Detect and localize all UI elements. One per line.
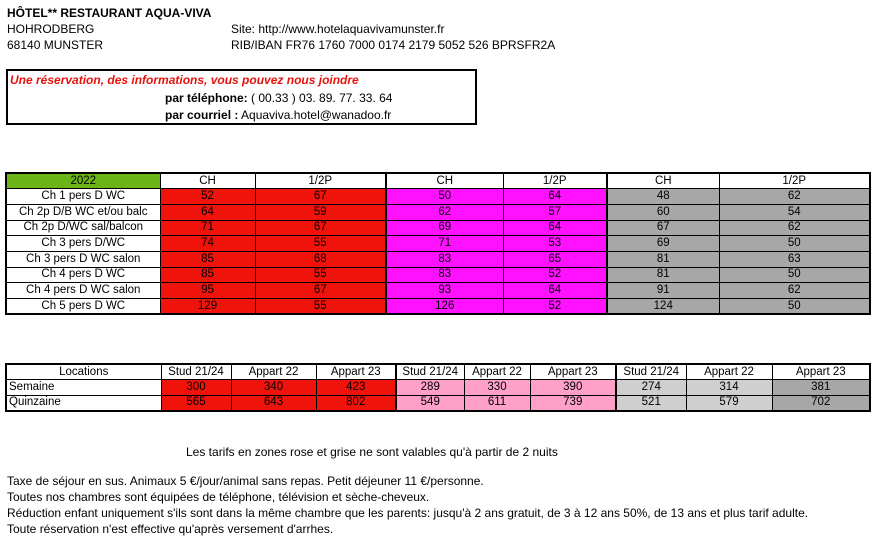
location-period-label: Quinzaine	[6, 395, 161, 411]
room-row	[6, 251, 870, 267]
locations-rate-table	[5, 363, 871, 412]
room-price-cell: 126	[386, 299, 503, 315]
half-board-price-cell: 65	[503, 251, 607, 267]
room-row	[6, 189, 870, 205]
location-price-cell: 739	[530, 395, 616, 411]
location-col-header: Appart 22	[231, 364, 316, 380]
iban-text: RIB/IBAN FR76 1760 7000 0174 2179 5052 526 BPRSFR2A	[231, 38, 556, 52]
half-board-price-cell: 64	[503, 220, 607, 236]
location-price-cell: 300	[161, 380, 231, 396]
room-price-cell: 91	[607, 283, 719, 299]
website-text: Site: http://www.hotelaquavivamunster.fr	[231, 22, 445, 36]
phone-value: ( 00.33 ) 03. 89. 77. 33. 64	[247, 91, 393, 105]
contact-box	[6, 69, 477, 125]
half-board-price-cell: 50	[719, 299, 870, 315]
room-type-label: Ch 4 pers D WC	[6, 267, 160, 283]
room-price-cell: 71	[386, 236, 503, 252]
col-header-ch: CH	[386, 173, 503, 189]
zones-note: Les tarifs en zones rose et grise ne sont valables qu'à partir de 2 nuits	[186, 445, 558, 459]
note-line-2: Toutes nos chambres sont équipées de téléphone, télévision et sèche-cheveux.	[7, 490, 430, 504]
half-board-price-cell: 57	[503, 204, 607, 220]
half-board-price-cell: 55	[255, 299, 386, 315]
room-type-label: Ch 4 pers D WC salon	[6, 283, 160, 299]
col-header-ch: CH	[160, 173, 255, 189]
room-row	[6, 299, 870, 315]
room-row	[6, 220, 870, 236]
location-col-header: Appart 22	[686, 364, 772, 380]
note-line-3: Réduction enfant uniquement s'ils sont dans la même chambre que les parents: jusqu'à 2 ans gratuit, de 3 à 12 ans 50%, de 13 ans et plus tarif adulte.	[7, 506, 809, 520]
location-price-cell: 579	[686, 395, 772, 411]
room-price-cell: 69	[386, 220, 503, 236]
half-board-price-cell: 67	[255, 220, 386, 236]
half-board-price-cell: 55	[255, 236, 386, 252]
half-board-price-cell: 50	[719, 236, 870, 252]
room-price-cell: 85	[160, 267, 255, 283]
location-price-cell: 274	[616, 380, 686, 396]
room-price-cell: 81	[607, 251, 719, 267]
hotel-name: HÔTEL** RESTAURANT AQUA-VIVA	[7, 6, 212, 20]
location-row	[6, 380, 870, 396]
half-board-price-cell: 53	[503, 236, 607, 252]
half-board-price-cell: 62	[719, 189, 870, 205]
half-board-price-cell: 67	[255, 283, 386, 299]
half-board-price-cell: 54	[719, 204, 870, 220]
room-row	[6, 236, 870, 252]
room-row	[6, 283, 870, 299]
rooms-header-row	[6, 173, 870, 189]
half-board-price-cell: 52	[503, 267, 607, 283]
half-board-price-cell: 55	[255, 267, 386, 283]
half-board-price-cell: 62	[719, 283, 870, 299]
location-price-cell: 643	[231, 395, 316, 411]
location-col-header: Appart 23	[772, 364, 870, 380]
location-price-cell: 549	[396, 395, 464, 411]
location-col-header: Appart 22	[464, 364, 530, 380]
room-price-cell: 83	[386, 267, 503, 283]
room-price-cell: 62	[386, 204, 503, 220]
room-price-cell: 124	[607, 299, 719, 315]
half-board-price-cell: 50	[719, 267, 870, 283]
location-price-cell: 611	[464, 395, 530, 411]
room-price-cell: 52	[160, 189, 255, 205]
room-type-label: Ch 1 pers D WC	[6, 189, 160, 205]
half-board-price-cell: 67	[255, 189, 386, 205]
half-board-price-cell: 62	[719, 220, 870, 236]
location-price-cell: 289	[396, 380, 464, 396]
room-price-cell: 85	[160, 251, 255, 267]
address-line-1: HOHRODBERG	[7, 22, 95, 36]
room-price-cell: 48	[607, 189, 719, 205]
location-period-label: Semaine	[6, 380, 161, 396]
half-board-price-cell: 63	[719, 251, 870, 267]
room-price-cell: 74	[160, 236, 255, 252]
room-price-cell: 93	[386, 283, 503, 299]
location-price-cell: 521	[616, 395, 686, 411]
location-price-cell: 390	[530, 380, 616, 396]
half-board-price-cell: 59	[255, 204, 386, 220]
mail-label: par courriel :	[165, 108, 239, 122]
half-board-price-cell: 64	[503, 283, 607, 299]
year-cell: 2022	[6, 173, 160, 189]
location-price-cell: 802	[316, 395, 396, 411]
half-board-price-cell: 68	[255, 251, 386, 267]
location-col-header: Stud 21/24	[616, 364, 686, 380]
room-price-cell: 64	[160, 204, 255, 220]
room-price-cell: 83	[386, 251, 503, 267]
room-price-cell: 81	[607, 267, 719, 283]
location-price-cell: 702	[772, 395, 870, 411]
location-price-cell: 330	[464, 380, 530, 396]
half-board-price-cell: 64	[503, 189, 607, 205]
location-col-header: Appart 23	[316, 364, 396, 380]
location-price-cell: 381	[772, 380, 870, 396]
location-price-cell: 565	[161, 395, 231, 411]
note-line-1: Taxe de séjour en sus. Animaux 5 €/jour/animal sans repas. Petit déjeuner 11 €/personne.	[7, 474, 484, 488]
room-type-label: Ch 5 pers D WC	[6, 299, 160, 315]
location-col-header: Appart 23	[530, 364, 616, 380]
locations-header: Locations	[6, 364, 161, 380]
location-price-cell: 423	[316, 380, 396, 396]
location-price-cell: 314	[686, 380, 772, 396]
room-price-cell: 60	[607, 204, 719, 220]
locations-header-row	[6, 364, 870, 380]
room-type-label: Ch 3 pers D WC salon	[6, 251, 160, 267]
room-type-label: Ch 3 pers D/WC	[6, 236, 160, 252]
room-price-cell: 50	[386, 189, 503, 205]
room-price-cell: 69	[607, 236, 719, 252]
location-col-header: Stud 21/24	[161, 364, 231, 380]
room-row	[6, 267, 870, 283]
room-type-label: Ch 2p D/WC sal/balcon	[6, 220, 160, 236]
half-board-price-cell: 52	[503, 299, 607, 315]
col-header-half: 1/2P	[503, 173, 607, 189]
room-price-cell: 67	[607, 220, 719, 236]
col-header-half: 1/2P	[255, 173, 386, 189]
location-col-header: Stud 21/24	[396, 364, 464, 380]
phone-label: par téléphone:	[165, 91, 248, 105]
room-row	[6, 204, 870, 220]
room-price-cell: 129	[160, 299, 255, 315]
note-line-4: Toute réservation n'est effective qu'après versement d'arrhes.	[7, 522, 334, 536]
rooms-rate-table	[5, 172, 871, 315]
col-header-half: 1/2P	[719, 173, 870, 189]
col-header-ch: CH	[607, 173, 719, 189]
mail-value: Aquaviva.hotel@wanadoo.fr	[238, 108, 392, 122]
location-row	[6, 395, 870, 411]
room-type-label: Ch 2p D/B WC et/ou balc	[6, 204, 160, 220]
phone-line	[165, 91, 392, 105]
address-line-2: 68140 MUNSTER	[7, 38, 104, 52]
contact-intro: Une réservation, des informations, vous pouvez nous joindre	[10, 73, 359, 87]
room-price-cell: 71	[160, 220, 255, 236]
mail-line	[165, 108, 391, 122]
location-price-cell: 340	[231, 380, 316, 396]
room-price-cell: 95	[160, 283, 255, 299]
